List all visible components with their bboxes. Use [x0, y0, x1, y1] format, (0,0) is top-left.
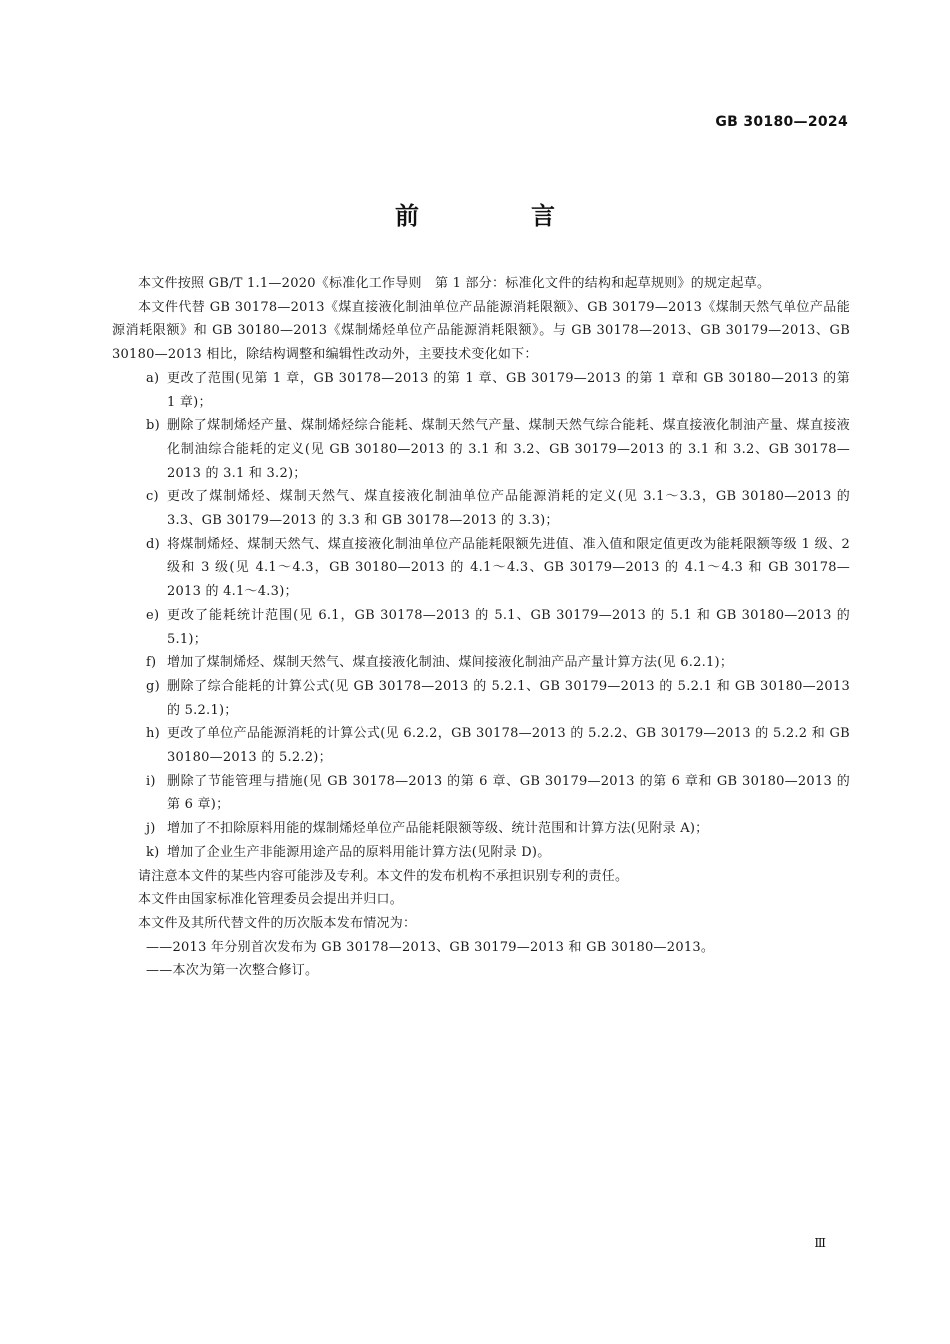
list-item-text: 更改了能耗统计范围(见 6.1，GB 30178—2013 的 5.1、GB 30179—2013 的 5.1 和 GB 30180—2013 的 5.1)； [167, 607, 850, 647]
foreword-body [112, 272, 850, 983]
page-number: Ⅲ [814, 1236, 826, 1250]
list-item [112, 485, 850, 532]
list-item-text: 删除了节能管理与措施(见 GB 30178—2013 的第 6 章、GB 30179—2013 的第 6 章和 GB 30180—2013 的第 6 章)； [167, 773, 850, 813]
list-item-mark: f) [146, 655, 157, 671]
list-item-text: 更改了单位产品能源消耗的计算公式(见 6.2.2，GB 30178—2013 的 5.2.2、GB 30179—2013 的 5.2.2 和 GB 30180—2013 的 5.2.2)； [167, 726, 850, 766]
list-item [112, 817, 850, 841]
history-item: ——2013 年分别首次发布为 GB 30178—2013、GB 30179—2013 和 GB 30180—2013。 [146, 939, 715, 955]
list-item-mark: j) [146, 821, 156, 837]
list-item [112, 722, 850, 769]
closing-paragraph: 请注意本文件的某些内容可能涉及专利。本文件的发布机构不承担识别专利的责任。 [138, 868, 629, 884]
list-item [112, 367, 850, 414]
intro-paragraph: 本文件代替 GB 30178—2013《煤直接液化制油单位产品能源消耗限额》、GB 30179—2013《煤制天然气单位产品能源消耗限额》和 GB 30180—2013《煤制烯烃单位产品能源消耗限额》。与 GB 30178—2013、GB 30179—2013、GB 30180—2013 相比，除结构调整和编辑性改动外，主要技术变化如下： [112, 299, 850, 363]
closing-paragraph: 本文件由国家标准化管理委员会提出并归口。 [138, 892, 404, 908]
history-item: ——本次为第一次整合修订。 [146, 963, 319, 979]
list-item-text: 删除了综合能耗的计算公式(见 GB 30178—2013 的 5.2.1、GB 30179—2013 的 5.2.1 和 GB 30180—2013 的 5.2.1)； [167, 678, 850, 718]
list-item-mark: g) [146, 678, 160, 694]
list-item [112, 675, 850, 722]
changes-list [112, 367, 850, 865]
list-item-mark: e) [146, 607, 160, 623]
list-item [112, 841, 850, 865]
list-item-text: 更改了煤制烯烃、煤制天然气、煤直接液化制油单位产品能源消耗的定义(见 3.1～3.3，GB 30180—2013 的 3.3、GB 30179—2013 的 3.3 和 GB 30178—2013 的 3.3)； [167, 489, 850, 529]
list-item-text: 增加了煤制烯烃、煤制天然气、煤直接液化制油、煤间接液化制油产品产量计算方法(见 6.2.1)； [167, 655, 734, 671]
list-item [112, 533, 850, 604]
list-item [112, 770, 850, 817]
list-item-text: 增加了企业生产非能源用途产品的原料用能计算方法(见附录 D)。 [167, 844, 551, 860]
standard-code: GB 30180—2024 [715, 114, 848, 130]
list-item-text: 增加了不扣除原料用能的煤制烯烃单位产品能耗限额等级、统计范围和计算方法(见附录 A)； [167, 821, 709, 837]
list-item-text: 更改了范围(见第 1 章，GB 30178—2013 的第 1 章、GB 30179—2013 的第 1 章和 GB 30180—2013 的第 1 章)； [167, 370, 850, 410]
intro-paragraph: 本文件按照 GB/T 1.1—2020《标准化工作导则 第 1 部分：标准化文件的结构和起草规则》的规定起草。 [138, 276, 771, 291]
list-item-mark: i) [146, 773, 156, 789]
list-item-mark: a) [146, 370, 160, 386]
list-item [112, 604, 850, 651]
list-item [112, 651, 850, 675]
list-item-mark: c) [146, 489, 159, 505]
list-item-text: 删除了煤制烯烃产量、煤制烯烃综合能耗、煤制天然气产量、煤制天然气综合能耗、煤直接液化制油产量、煤直接液化制油综合能耗的定义(见 GB 30180—2013 的 3.1 和 3.2、GB 30179—2013 的 3.1 和 3.2、GB 30178—2013 的 3.1 和 3.2)； [167, 418, 850, 481]
list-item-mark: b) [146, 418, 160, 434]
list-item-mark: d) [146, 536, 160, 552]
list-item-text: 将煤制烯烃、煤制天然气、煤直接液化制油单位产品能耗限额先进值、准入值和限定值更改为能耗限额等级 1 级、2 级和 3 级(见 4.1～4.3，GB 30180—2013 的 4.1～4.3、GB 30179—2013 的 4.1～4.3 和 GB 30178—2013 的 4.1～4.3)； [167, 536, 850, 600]
list-item-mark: k) [146, 844, 160, 860]
page-title: 前 言 [395, 202, 599, 230]
closing-paragraph: 本文件及其所代替文件的历次版本发布情况为： [138, 915, 417, 931]
list-item [112, 414, 850, 485]
list-item-mark: h) [146, 726, 160, 742]
